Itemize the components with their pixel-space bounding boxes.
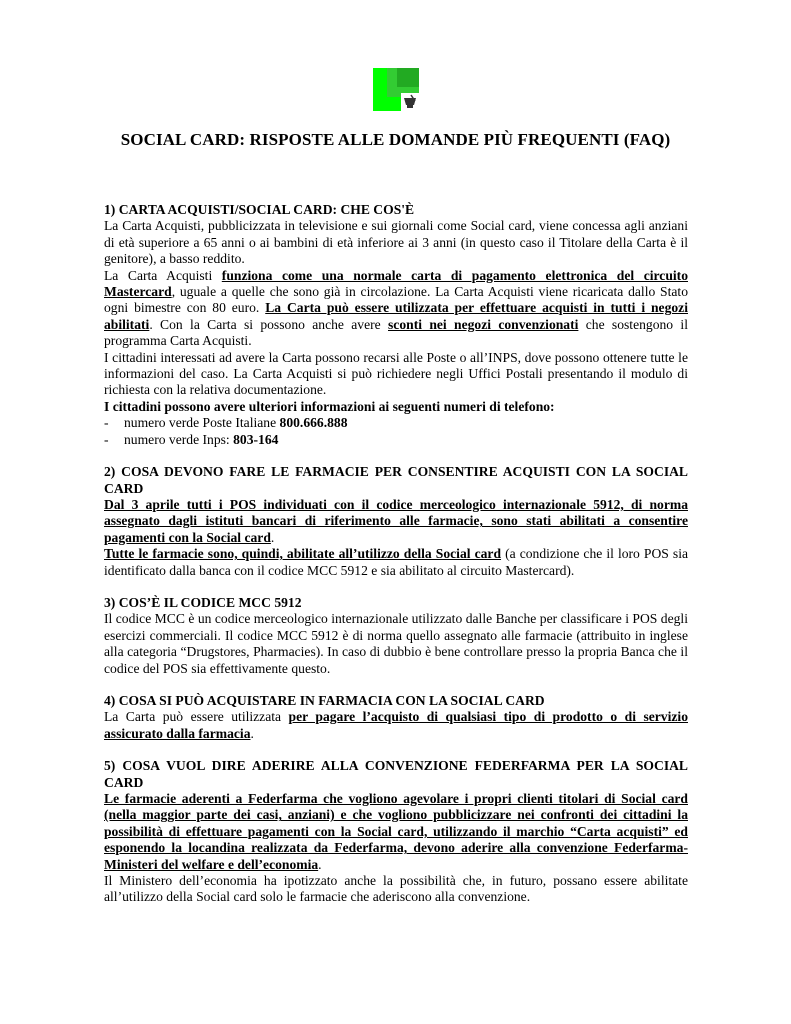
faq-section-2 (104, 464, 688, 579)
faq-section-3 (104, 595, 688, 677)
emphasis-text: La Carta può essere utilizzata per effettuare acquisti in tutti i negozi abilitati (104, 300, 688, 332)
section-heading: 2) COSA DEVONO FARE LE FARMACIE PER CONSENTIRE ACQUISTI CON LA SOCIAL CARD (104, 464, 688, 496)
paragraph (104, 546, 688, 579)
paragraph: La Carta Acquisti, pubblicizzata in televisione e sui giornali come Social card, viene concessa agli anziani di età superiore a 65 anni o ai bambini di età inferiore ai 3 anni (in questo caso il Titolare della Carta è il genitore), a basso reddito. (104, 218, 688, 267)
faq-content (104, 202, 688, 922)
text-span: . (270, 529, 275, 545)
paragraph (104, 268, 688, 350)
paragraph: I cittadini interessati ad avere la Carta possono recarsi alle Poste o all’INPS, dove possono ottenere tutte le informazioni del caso. La Carta Acquisti si può richiedere negli Uffici Postali presentando il modulo di richiesta con la relativa documentazione. (104, 349, 688, 398)
paragraph (104, 709, 688, 742)
text-span: (a condizione che il loro POS sia identificato dalla banca con il codice MCC 5912 e sia abilitato al circuito Mastercard). (104, 546, 689, 578)
text-span: La Carta può essere utilizzata (104, 709, 289, 725)
pharmacy-logo (373, 68, 419, 111)
bullet: - (104, 431, 109, 447)
page-title: SOCIAL CARD: RISPOSTE ALLE DOMANDE PIÙ FREQUENTI (FAQ) (120, 130, 671, 149)
text-span: . (250, 725, 254, 741)
faq-section-5 (104, 758, 688, 906)
paragraph (104, 497, 688, 546)
paragraph: Il Ministero dell’economia ha ipotizzato anche la possibilità che, in futuro, possano essere abilitate all’utilizzo della Social card solo le farmacie che aderiscono alla convenzione. (104, 873, 688, 905)
section-heading: 5) COSA VUOL DIRE ADERIRE ALLA CONVENZIONE FEDERFARMA PER LA SOCIAL CARD (104, 758, 688, 790)
emphasis-text: funziona come una normale carta di pagamento elettronica del circuito Mastercard (104, 267, 688, 300)
text-span: . Con la Carta si possono anche avere (149, 316, 389, 332)
text-span: , uguale a quelle che sono già in circolazione. La Carta Acquisti viene ricaricata dallo Stato ogni bimestre con 80 euro. (104, 284, 688, 316)
list-item (104, 415, 688, 431)
text-span: che sostengono il programma Carta Acquisti. (104, 316, 688, 349)
faq-section-4 (104, 693, 688, 742)
emphasis-text: Dal 3 aprile tutti i POS individuati con il codice merceologico internazionale 5912, di norma assegnato dagli istituti bancari di riferimento alle farmacie, sono stati abilitati a consentire pagamenti con la Social card (104, 496, 688, 545)
emphasis-text: sconti nei negozi convenzionati (388, 316, 579, 332)
faq-section-1 (104, 202, 688, 448)
bullet: - (104, 415, 109, 431)
paragraph: Il codice MCC è un codice merceologico internazionale utilizzato dalle Banche per classificare i POS degli esercizi commerciali. Il codice MCC 5912 è di norma quello assegnato alle farmacie (attribuito in inglese alla categoria “Drugstores, Pharmacies). In caso di dubbio è bene controllare presso la propria Banca che il codice del POS sia effettivamente questo. (104, 611, 688, 676)
section-heading: 3) COS’È IL CODICE MCC 5912 (104, 594, 302, 610)
phone-label: numero verde Poste Italiane (124, 415, 280, 431)
emphasis-text: Tutte le farmacie sono, quindi, abilitate all’utilizzo della Social card (104, 546, 502, 562)
phone-intro: I cittadini possono avere ulteriori informazioni ai seguenti numeri di telefono: (104, 398, 555, 414)
phone-number: 803-164 (233, 431, 279, 447)
emphasis-text: per pagare l’acquisto di qualsiasi tipo di prodotto o di servizio assicurato dalla farmacia (104, 709, 688, 741)
paragraph (104, 791, 688, 873)
emphasis-text: Le farmacie aderenti a Federfarma che vogliono agevolare i propri clienti titolari di Social card (nella maggior parte dei casi, anziani) e che vogliono pubblicizzare nei confronti dei cittadini la possibilità di effettuare pagamenti con la Social card, utilizzando il marchio “Carta acquisti” ed esponendo la locandina realizzata da Federfarma, devono aderire alla convenzione Federfarma-Ministeri del welfare e dell’economia (104, 791, 688, 872)
phone-label: numero verde Inps: (124, 431, 234, 447)
section-heading: 4) COSA SI PUÒ ACQUISTARE IN FARMACIA CON LA SOCIAL CARD (104, 692, 545, 708)
pharmacy-mortar-icon (373, 68, 419, 111)
list-item (104, 432, 688, 448)
section-heading: 1) CARTA ACQUISTI/SOCIAL CARD: CHE COS'È (104, 202, 415, 217)
text-span: La Carta Acquisti (104, 267, 222, 283)
phone-number: 800.666.888 (279, 415, 348, 431)
text-span: . (318, 856, 322, 872)
